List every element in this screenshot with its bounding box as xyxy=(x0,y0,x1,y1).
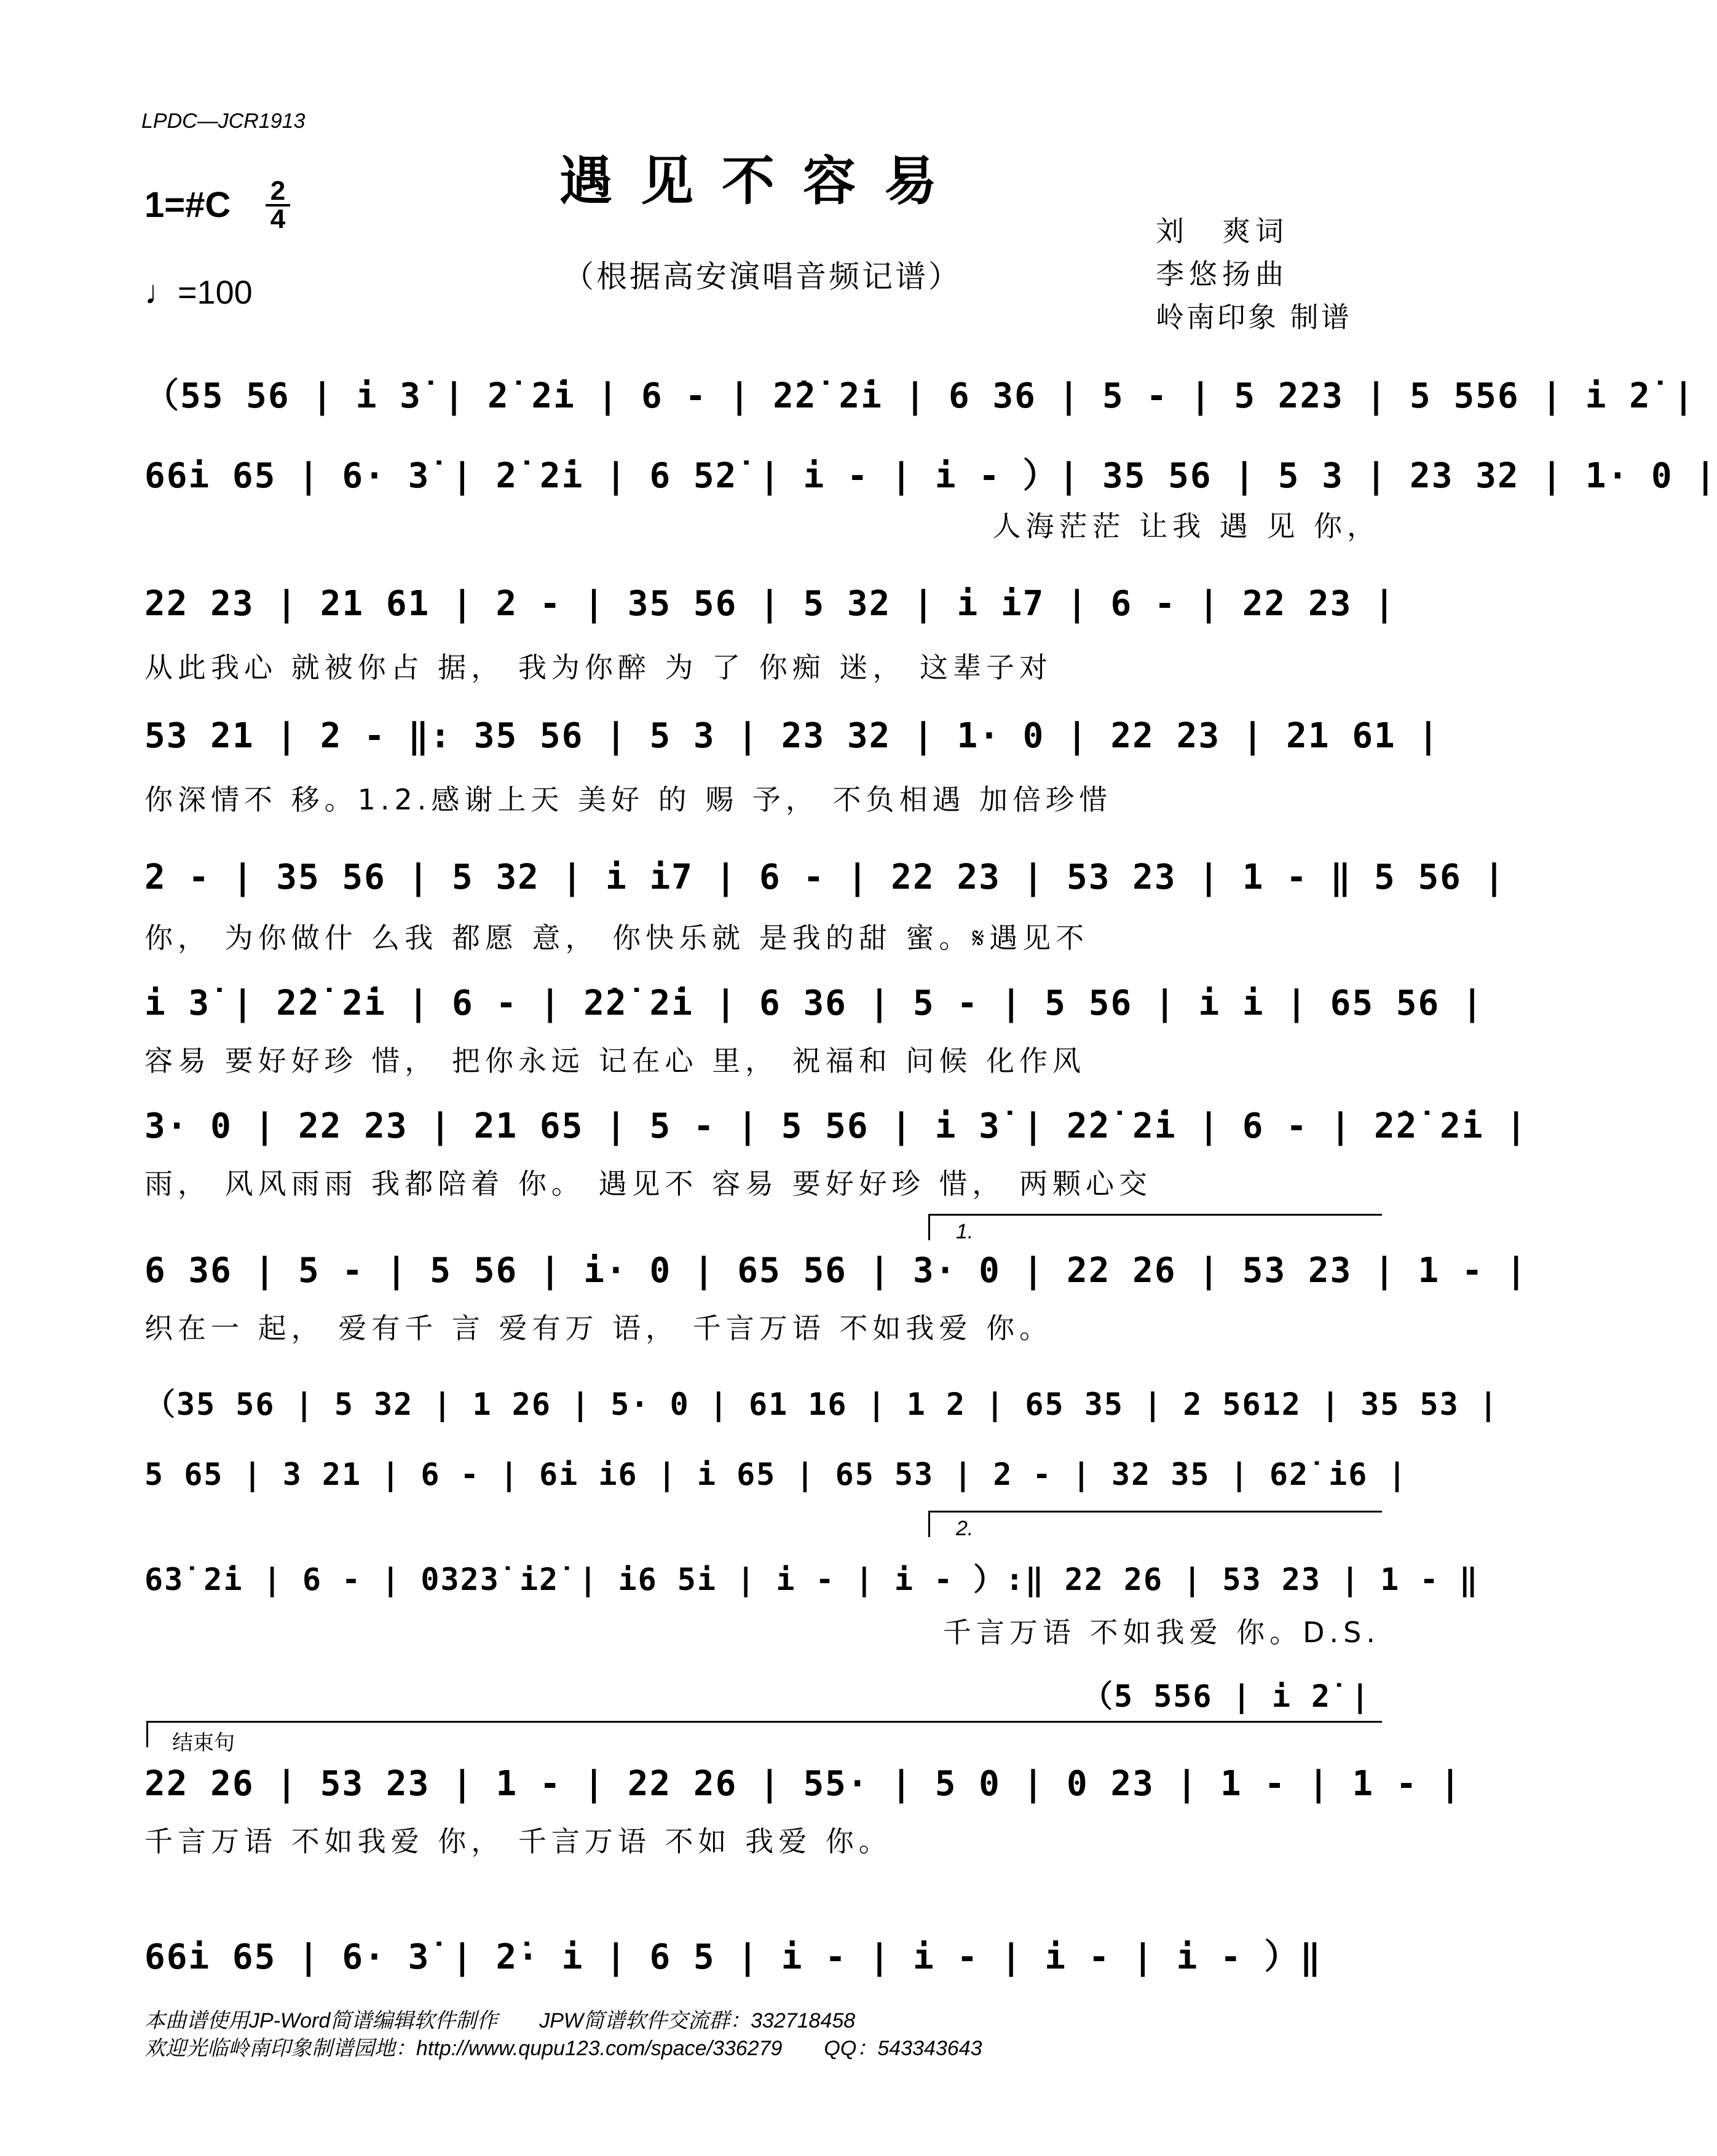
meter-bottom: 4 xyxy=(270,204,286,234)
lyrics-line: 雨， 风风雨雨 我都陪着 你。 遇见不 容易 要好好珍 惜， 两颗心交 xyxy=(144,1167,1152,1200)
page-title: 遇见不容易 xyxy=(559,150,965,212)
notation-line: 2 - | 35 56 | 5 32 | i i7 | 6 - | 22 23 | 53 23 | 1 - ‖ 5 56 | xyxy=(144,857,1506,897)
key-signature: 1=#C xyxy=(144,185,231,225)
notation-line: （35 56 | 5 32 | 1 26 | 5· 0 | 61 16 | 1 2 | 65 35 | 2 5612 | 35 53 | xyxy=(144,1387,1499,1422)
lyrics-line: 你深情不 移。1.2.感谢上天 美好 的 赐 予， 不负相遇 加倍珍惜 xyxy=(144,783,1113,816)
lyrics-line: 千言万语 不如我爱 你。D.S. xyxy=(942,1616,1380,1649)
notation-line: 3· 0 | 22 23 | 21 65 | 5 - | 5 56 | i 3̇ | 2̇2̇ 2̇i | 6 - | 2̇2̇ 2̇i | xyxy=(144,1106,1528,1146)
notation-line: 53 21 | 2 - ‖: 35 56 | 5 3 | 23 32 | 1· 0 | 22 23 | 21 61 | xyxy=(144,716,1440,756)
lyrics-line: 千言万语 不如我爱 你， 千言万语 不如 我爱 你。 xyxy=(144,1825,892,1858)
footer-line: 本曲谱使用JP-Word简谱编辑软件制作 JPW简谱软件交流群：332718458 xyxy=(144,2009,856,2032)
meter-top: 2 xyxy=(270,176,286,206)
ending-bracket xyxy=(146,1721,1382,1747)
notation-line: 5 65 | 3 21 | 6 - | 6i i6 | i 65 | 65 53 | 2 - | 32 35 | 62̇ i6 | xyxy=(144,1457,1408,1492)
composer-credit: 李悠扬曲 xyxy=(1156,258,1289,291)
volta-2-label: 2. xyxy=(956,1517,974,1540)
volta-1-label: 1. xyxy=(956,1220,974,1243)
notation-line: 6 36 | 5 - | 5 56 | i· 0 | 65 56 | 3· 0 | 22 26 | 53 23 | 1 - | xyxy=(144,1251,1528,1291)
score-code: LPDC—JCR1913 xyxy=(141,109,306,133)
subtitle: （根据高安演唱音频记谱） xyxy=(563,259,961,294)
lyrics-line: 人海茫茫 让我 遇 见 你， xyxy=(992,509,1380,543)
notation-line: 66i 65 | 6· 3̇ | 2̇· i | 6 5 | i - | i - | i - | i - ）‖ xyxy=(144,1937,1322,1977)
time-signature xyxy=(264,178,291,232)
notation-line: （55 56 | i 3̇ | 2̇ 2̇i | 6 - | 2̇2̇ 2̇i | 6 36 | 5 - | 5 223 | 5 556 | i 2̇ | xyxy=(144,376,1695,416)
lyricist-credit: 刘 爽词 xyxy=(1156,214,1289,248)
notation-line: i 3̇ | 2̇2̇ 2̇i | 6 - | 2̇2̇ 2̇i | 6 36 | 5 - | 5 56 | i i | 65 56 | xyxy=(144,983,1484,1023)
notation-line: （5 556 | i 2̇ | xyxy=(1082,1678,1371,1714)
volta-2-bracket xyxy=(928,1511,1382,1537)
ending-label: 结束句 xyxy=(172,1731,235,1755)
lyrics-line: 容易 要好好珍 惜， 把你永远 记在心 里， 祝福和 问候 化作风 xyxy=(144,1044,1086,1077)
notation-line: 22 23 | 21 61 | 2 - | 35 56 | 5 32 | i i7 | 6 - | 22 23 | xyxy=(144,584,1396,624)
lyrics-line: 你， 为你做什 么我 都愿 意， 你快乐就 是我的甜 蜜。𝄋遇见不 xyxy=(144,921,1089,954)
notation-line: 63̇ 2̇i | 6 - | 0323̇ i2̇ | i6 5i | i - | i - ）:‖ 22 26 | 53 23 | 1 - ‖ xyxy=(144,1562,1479,1597)
lyrics-line: 从此我心 就被你占 据， 我为你醉 为 了 你痴 迷， 这辈子对 xyxy=(144,651,1052,684)
volta-1-bracket xyxy=(928,1214,1382,1240)
notation-line: 66i 65 | 6· 3̇ | 2̇ 2̇i | 6 52̇ | i - | i - ）| 35 56 | 5 3 | 23 32 | 1· 0 | xyxy=(144,456,1717,496)
tempo-marking: ♩=100 xyxy=(144,274,253,311)
footer-line: 欢迎光临岭南印象制谱园地：http://www.qupu123.com/space/336279 QQ：543343643 xyxy=(144,2037,982,2060)
lyrics-line: 织在一 起， 爱有千 言 爱有万 语， 千言万语 不如我爱 你。 xyxy=(144,1312,1052,1345)
notation-line: 22 26 | 53 23 | 1 - | 22 26 | 55· | 5 0 | 0 23 | 1 - | 1 - | xyxy=(144,1764,1462,1804)
arranger-credit: 岭南印象 制谱 xyxy=(1156,301,1352,334)
